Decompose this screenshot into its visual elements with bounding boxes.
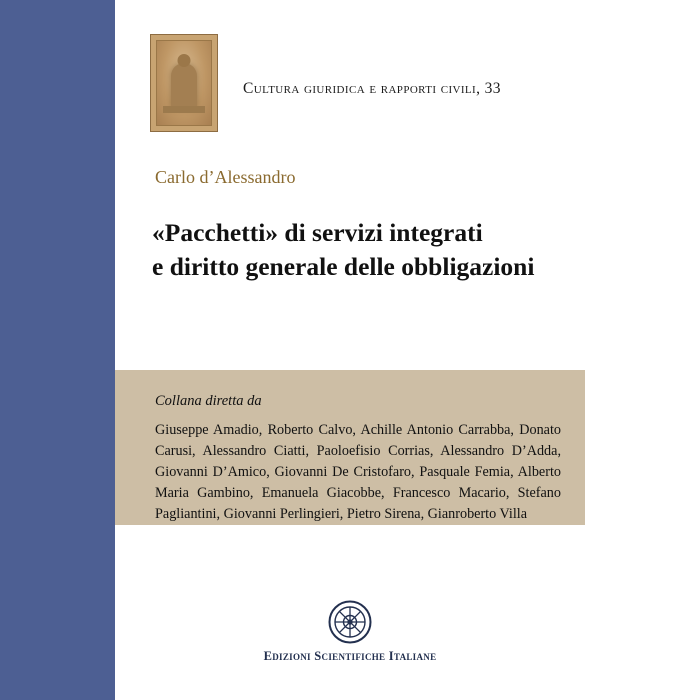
series-editors-box (115, 370, 585, 525)
publisher-name: Edizioni Scientifiche Italiane (263, 649, 437, 663)
series-header (150, 34, 570, 134)
publisher-block (0, 600, 700, 664)
emblem-frame (156, 40, 212, 126)
series-editors-names: Giuseppe Amadio, Roberto Calvo, Achille Antonio Carrabba, Donato Carusi, Alessandro Ciatti, Paoloefisio Corrias, Alessandro D’Adda, Giovanni D’Amico, Giovanni De Cristofaro, Pasquale Femia, Alberto Maria Gambino, Emanuela Giacobbe, Francesco Macario, Stefano Pagliantini, Giovanni Perlingieri, Pietro Sirena, Gianroberto Villa (155, 422, 561, 522)
esi-rosette-logo-icon (328, 600, 372, 644)
title-line-1: «Pacchetti» di servizi integrati (152, 218, 483, 247)
series-editors-label: Collana diretta da (155, 393, 262, 409)
author-name: Carlo d’Alessandro (155, 167, 296, 187)
emblem-figure (171, 63, 197, 109)
series-editors-content (155, 393, 561, 524)
spine-color-band (0, 0, 115, 700)
emblem-base (163, 106, 204, 113)
book-series-emblem-icon (150, 34, 218, 132)
page-title (152, 216, 592, 285)
title-line-2: e diritto generale delle obbligazioni (152, 252, 535, 282)
series-title: Cultura giuridica e rapporti civili, 33 (243, 80, 501, 97)
